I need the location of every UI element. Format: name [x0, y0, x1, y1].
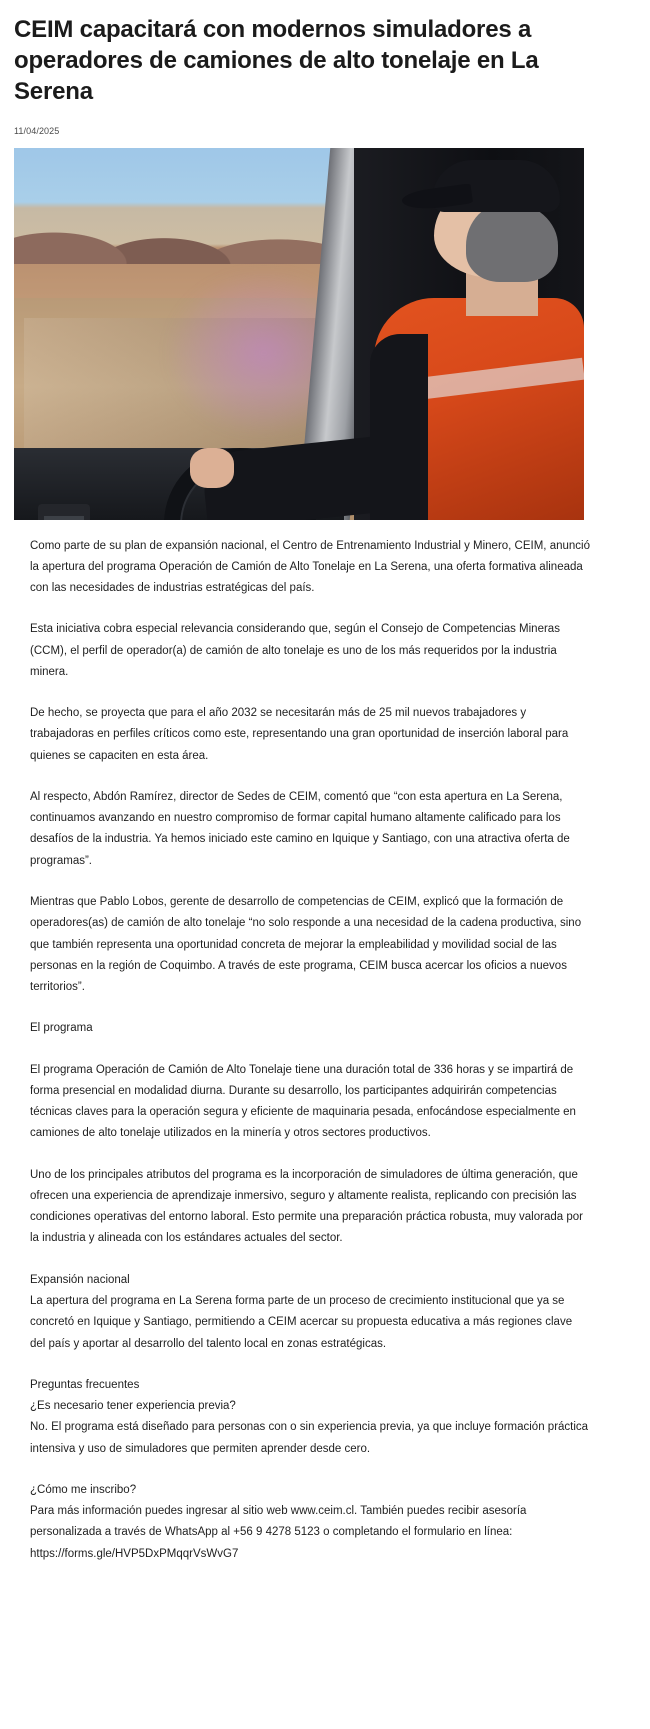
faq-section — [30, 1375, 590, 1460]
faq-answer: Para más información puedes ingresar al sitio web www.ceim.cl. También puedes recibir asesoría personalizada a través de WhatsApp al +56 9 4278 5123 o completando el formulario en línea: https://forms.gle/HVP5DxPMqqrVsWvG7 — [30, 1505, 527, 1560]
section-heading-programa: El programa — [30, 1022, 93, 1035]
faq-title: Preguntas frecuentes — [30, 1378, 140, 1391]
faq-answer: No. El programa está diseñado para personas con o sin experiencia previa, ya que incluye formación práctica intensiva y uso de simuladores que permiten aprender desde cero. — [30, 1421, 589, 1455]
article-paragraph: Como parte de su plan de expansión nacional, el Centro de Entrenamiento Industrial y Minero, CEIM, anunció la apertura del programa Operación de Camión de Alto Tonelaje en La Serena, una oferta formativa alineada con las necesidades de industrias estratégicas del país. — [30, 539, 590, 595]
article-hero-image — [14, 148, 584, 520]
panel-line-icon — [44, 516, 84, 520]
hero-image-container — [0, 136, 650, 520]
article-paragraph: Al respecto, Abdón Ramírez, director de Sedes de CEIM, comentó que “con esta apertura en La Serena, continuamos avanzando en nuestro compromiso de formar capital humano altamente calificado para los desafíos de la industria. Ya hemos iniciado este camino en Iquique y Santiago, con una atractiva oferta de programas”. — [30, 790, 570, 867]
article-paragraph: El programa Operación de Camión de Alto Tonelaje tiene una duración total de 336 horas y se impartirá de forma presencial en modalidad diurna. Durante su desarrollo, los participantes adquirirán competencias técnicas claves para la operación segura y eficiente de maquinaria pesada, enfocándose especialmente en camiones de alto tonelaje utilizados en la minería y otros sectores productivos. — [30, 1063, 576, 1140]
screen-mountains — [14, 194, 344, 264]
article-paragraph: Mientras que Pablo Lobos, gerente de desarrollo de competencias de CEIM, explicó que la formación de operadores(as) de camión de alto tonelaje “no solo responde a una necesidad de la cadena productiva, sino que también representa una oportunidad concreta de mejorar la empleabilidad y movilidad social de las personas en la región de Coquimbo. A través de este programa, CEIM busca acercar los oficios a nuevos territorios”. — [30, 896, 582, 994]
faq-item — [30, 1480, 590, 1565]
article-paragraph: Esta iniciativa cobra especial relevancia considerando que, según el Consejo de Competencias Mineras (CCM), el perfil de operador(a) de camión de alto tonelaje es uno de los más requeridos por la industria minera. — [30, 623, 560, 678]
faq-question: ¿Cómo me inscribo? — [30, 1483, 137, 1496]
operator-hand — [190, 448, 234, 488]
section-heading-expansion: Expansión nacional — [30, 1273, 130, 1286]
page-title: CEIM capacitará con modernos simuladores a operadores de camiones de alto tonelaje en La Serena — [14, 16, 539, 106]
publish-date: 11/04/2025 — [14, 125, 60, 136]
article-paragraph: Uno de los principales atributos del programa es la incorporación de simuladores de última generación, que ofrecen una experiencia de aprendizaje inmersivo, seguro y altamente realista, replicando con precisión las condiciones operativas del entorno laboral. Esto permite una preparación práctica robusta, muy valorada por la industria y alineada con los estándares actuales del sector. — [30, 1168, 583, 1245]
operator-shoulder — [370, 334, 428, 520]
faq-question: ¿Es necesario tener experiencia previa? — [30, 1400, 236, 1413]
article-paragraph: De hecho, se proyecta que para el año 2032 se necesitarán más de 25 mil nuevos trabajadores y trabajadoras en perfiles críticos como este, representando una gran oportunidad de inserción laboral para quienes se capaciten en esta área. — [30, 707, 569, 762]
section-expansion-nacional — [30, 1270, 590, 1355]
article-body — [0, 520, 650, 1613]
article-paragraph: La apertura del programa en La Serena forma parte de un proceso de crecimiento institucional que ya se concretó en Iquique y Santiago, permitiendo a CEIM acercar su propuesta educativa a más regiones clave del país y aportar al desarrollo del talento local en zonas estratégicas. — [30, 1295, 573, 1350]
